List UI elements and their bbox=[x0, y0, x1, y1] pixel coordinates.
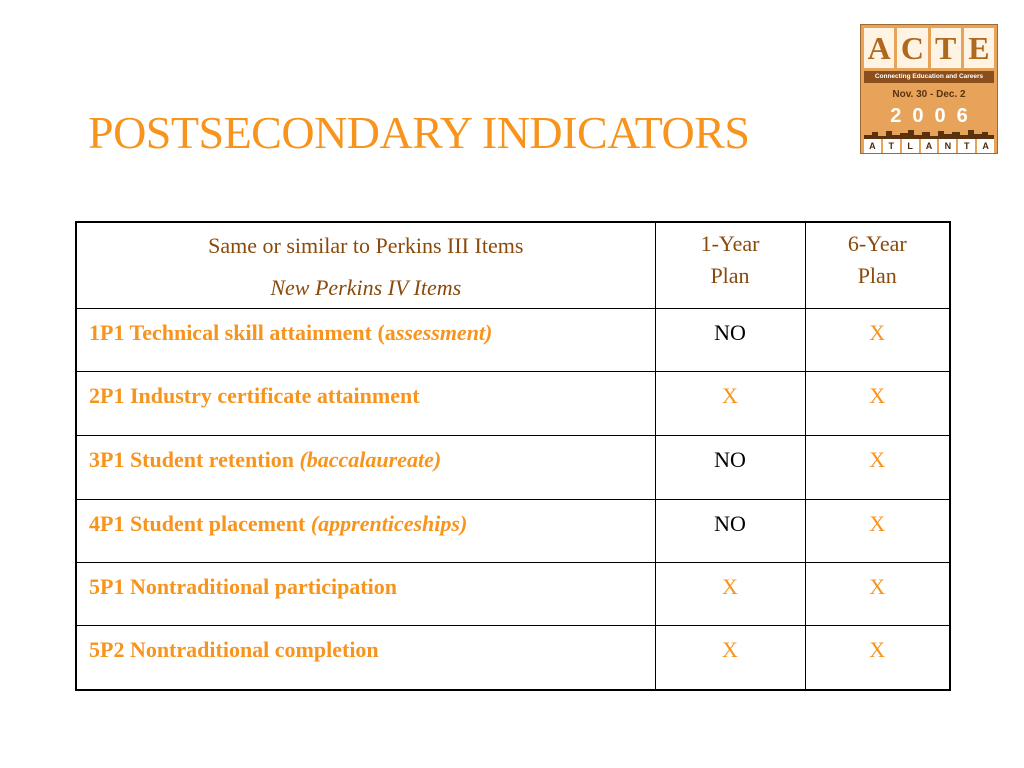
logo-dates: Nov. 30 - Dec. 2 bbox=[892, 89, 966, 100]
six-year-value: X bbox=[805, 562, 950, 625]
logo-year: 2006 bbox=[890, 105, 979, 127]
perkins-iv-header: New Perkins IV Items bbox=[270, 275, 462, 300]
indicators-table bbox=[75, 221, 951, 691]
table-header-row bbox=[76, 222, 950, 308]
indicator-note-prefix: (a bbox=[377, 319, 396, 345]
six-year-header-line2: Plan bbox=[857, 263, 897, 288]
logo-city-letter: L bbox=[902, 139, 919, 153]
six-year-value: X bbox=[805, 308, 950, 371]
logo-letter-a: A bbox=[864, 28, 894, 68]
six-year-value: X bbox=[805, 371, 950, 435]
indicator-cell bbox=[76, 562, 655, 625]
slide-title: POSTSECONDARY INDICATORS bbox=[88, 107, 750, 158]
one-year-value: X bbox=[655, 562, 805, 625]
logo-city-letter: T bbox=[958, 139, 975, 153]
logo-letter-t: T bbox=[931, 28, 961, 68]
one-year-value: NO bbox=[655, 308, 805, 371]
indicator-label: 5P1 Nontraditional participation bbox=[89, 573, 398, 599]
six-year-plan-header bbox=[805, 222, 950, 308]
logo-tagline: Connecting Education and Careers bbox=[864, 71, 994, 83]
indicator-cell bbox=[76, 435, 655, 499]
logo-city-letter: A bbox=[977, 139, 994, 153]
one-year-header-line1: 1-Year bbox=[700, 231, 760, 256]
logo-letter-e: E bbox=[964, 28, 994, 68]
table-row bbox=[76, 562, 950, 625]
indicator-label: 5P2 Nontraditional completion bbox=[89, 636, 379, 662]
acte-logo bbox=[860, 24, 998, 154]
indicator-note: (baccalaureate) bbox=[299, 446, 442, 472]
indicator-label: 1P1 Technical skill attainment bbox=[89, 319, 372, 345]
logo-city bbox=[864, 139, 994, 153]
table-row bbox=[76, 499, 950, 562]
indicator-label: 2P1 Industry certificate attainment bbox=[89, 382, 420, 408]
indicator-note: (apprenticeships) bbox=[310, 510, 468, 536]
one-year-header-line2: Plan bbox=[710, 263, 750, 288]
table-row bbox=[76, 371, 950, 435]
one-year-value: NO bbox=[655, 499, 805, 562]
logo-city-letter: A bbox=[921, 139, 938, 153]
six-year-value: X bbox=[805, 435, 950, 499]
table-row bbox=[76, 435, 950, 499]
six-year-value: X bbox=[805, 625, 950, 690]
indicator-cell bbox=[76, 371, 655, 435]
logo-city-letter: N bbox=[939, 139, 956, 153]
skyline-icon bbox=[864, 129, 994, 139]
logo-letters bbox=[864, 28, 994, 68]
logo-city-letter: T bbox=[883, 139, 900, 153]
one-year-value: X bbox=[655, 625, 805, 690]
one-year-value: NO bbox=[655, 435, 805, 499]
table-row bbox=[76, 308, 950, 371]
one-year-value: X bbox=[655, 371, 805, 435]
six-year-header-line1: 6-Year bbox=[847, 231, 907, 256]
table-row bbox=[76, 625, 950, 690]
logo-city-letter: A bbox=[864, 139, 881, 153]
indicator-label: 3P1 Student retention bbox=[89, 446, 294, 472]
six-year-value: X bbox=[805, 499, 950, 562]
indicator-cell bbox=[76, 308, 655, 371]
logo-letter-c: C bbox=[897, 28, 927, 68]
indicator-note: ssessment) bbox=[395, 319, 493, 345]
perkins-iii-header: Same or similar to Perkins III Items bbox=[208, 233, 524, 258]
items-column-header bbox=[76, 222, 655, 308]
indicator-cell bbox=[76, 625, 655, 690]
one-year-plan-header bbox=[655, 222, 805, 308]
indicator-label: 4P1 Student placement bbox=[89, 510, 306, 536]
indicator-cell bbox=[76, 499, 655, 562]
